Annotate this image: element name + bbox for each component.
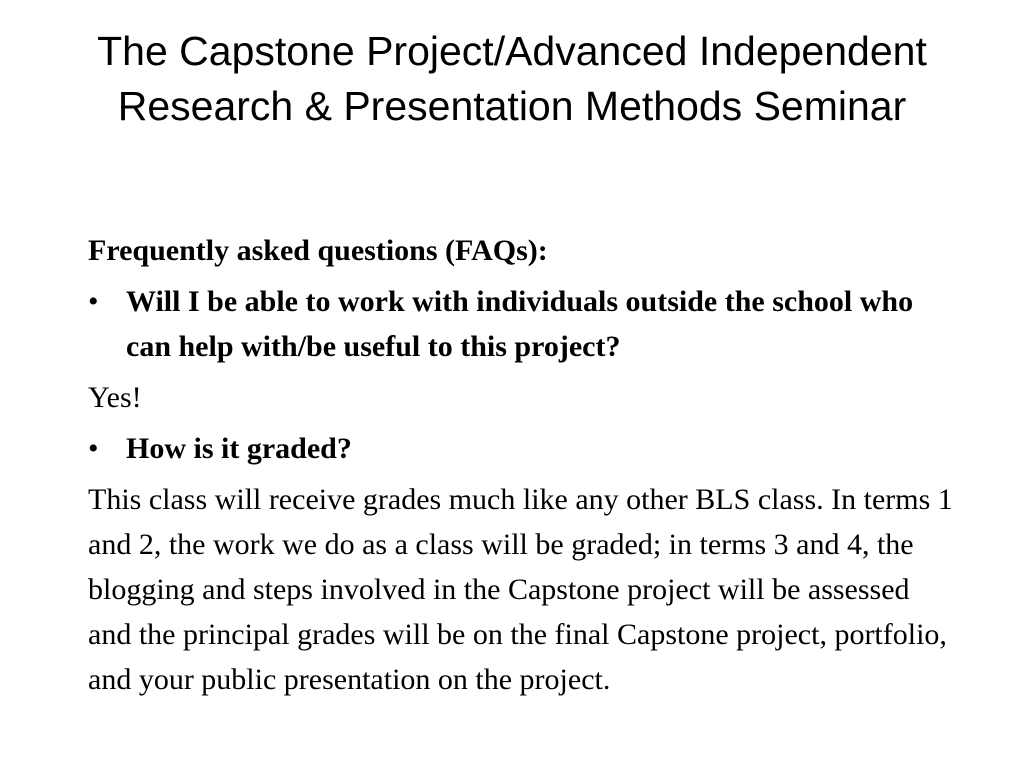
bullet-icon: • <box>88 285 99 318</box>
faq-question-2 <box>88 426 958 471</box>
faq-question-1 <box>88 279 958 369</box>
faq-heading: Frequently asked questions (FAQs): <box>88 234 548 267</box>
slide-body <box>88 228 958 708</box>
faq-answer-1: Yes! <box>88 381 142 414</box>
faq-answer-2: This class will receive grades much like any other BLS class. In terms 1 and 2, the work we do as a class will be graded; in terms 3 and 4, the blogging and steps involved in the Capstone project will be assessed and the principal grades will be on the final Capstone project, portfolio, and your public presentation on the project. <box>88 483 953 696</box>
faq-question-text: How is it graded? <box>126 432 352 465</box>
slide-title: The Capstone Project/Advanced Independent Research & Presentation Methods Seminar <box>97 28 927 129</box>
bullet-icon: • <box>88 432 99 465</box>
faq-question-text: Will I be able to work with individuals outside the school who can help with/be useful to this project? <box>126 285 914 363</box>
